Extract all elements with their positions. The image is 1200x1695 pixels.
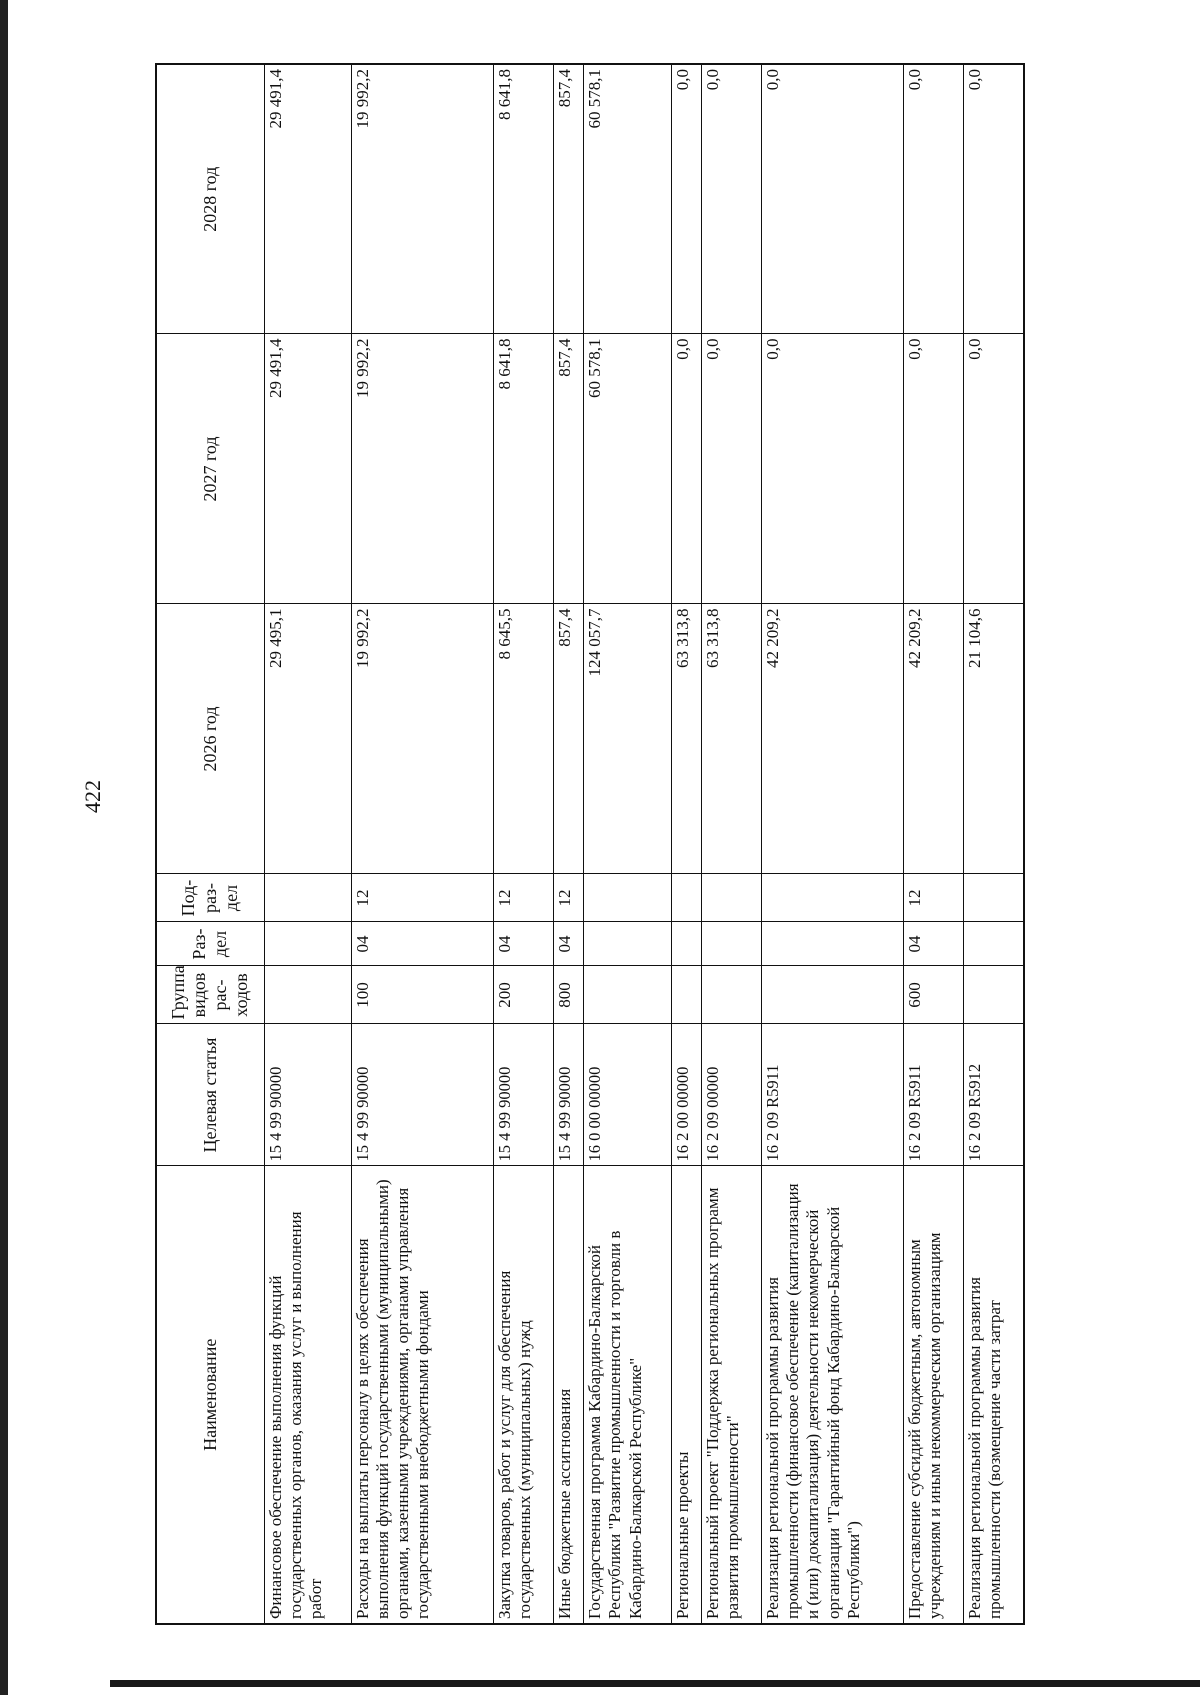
cell-target: 16 0 00 00000: [584, 1024, 671, 1166]
cell-group: 200: [493, 966, 553, 1024]
cell-subsection: [964, 874, 1024, 922]
rotated-table-container: [155, 65, 1025, 1625]
cell-2027: 0,0: [762, 334, 904, 604]
cell-group: [671, 966, 702, 1024]
header-row: [156, 64, 264, 1624]
cell-group: 100: [351, 966, 493, 1024]
cell-2028: 0,0: [671, 64, 702, 334]
cell-target: 16 2 09 R5911: [904, 1024, 964, 1166]
table-row: [671, 64, 702, 1624]
cell-section: [702, 922, 762, 966]
cell-2027: 8 641,8: [493, 334, 553, 604]
cell-2028: 0,0: [762, 64, 904, 334]
cell-name: Государственная программа Кабардино-Балкарской Республики "Развитие промышленности и торговли в Кабардино-Балкарской Республике": [584, 1166, 671, 1624]
cell-subsection: [584, 874, 671, 922]
cell-section: [964, 922, 1024, 966]
table-row: [904, 64, 964, 1624]
header-name: Наименование: [156, 1166, 264, 1624]
cell-section: 04: [553, 922, 584, 966]
scan-edge-bottom: [110, 1680, 1200, 1687]
cell-2026: 29 495,1: [264, 604, 351, 874]
cell-section: [762, 922, 904, 966]
cell-name: Региональные проекты: [671, 1166, 702, 1624]
cell-2026: 63 313,8: [671, 604, 702, 874]
cell-target: 15 4 99 90000: [493, 1024, 553, 1166]
table-row: [702, 64, 762, 1624]
cell-section: 04: [351, 922, 493, 966]
cell-name: Реализация региональной программы развития промышленности (финансовое обеспечение (капитализация и (или) докапитализация) деятельности некоммерческой организации "Гарантийный фонд Кабардино-Балкарской Республики"): [762, 1166, 904, 1624]
cell-target: 16 2 00 00000: [671, 1024, 702, 1166]
cell-target: 15 4 99 90000: [264, 1024, 351, 1166]
cell-section: [264, 922, 351, 966]
cell-2028: 0,0: [904, 64, 964, 334]
cell-2028: 19 992,2: [351, 64, 493, 334]
cell-2028: 0,0: [702, 64, 762, 334]
cell-2027: 0,0: [964, 334, 1024, 604]
cell-2028: 857,4: [553, 64, 584, 334]
cell-group: [762, 966, 904, 1024]
cell-group: 800: [553, 966, 584, 1024]
cell-subsection: [671, 874, 702, 922]
cell-section: 04: [904, 922, 964, 966]
cell-section: 04: [493, 922, 553, 966]
cell-section: [584, 922, 671, 966]
cell-2028: 0,0: [964, 64, 1024, 334]
cell-2026: 19 992,2: [351, 604, 493, 874]
cell-group: [964, 966, 1024, 1024]
cell-2028: 60 578,1: [584, 64, 671, 334]
budget-table: [155, 63, 1025, 1625]
cell-target: 16 2 09 R5911: [762, 1024, 904, 1166]
cell-subsection: [762, 874, 904, 922]
cell-2027: 0,0: [702, 334, 762, 604]
cell-name: Реализация региональной программы развития промышленности (возмещение части затрат: [964, 1166, 1024, 1624]
cell-subsection: [264, 874, 351, 922]
cell-2026: 42 209,2: [904, 604, 964, 874]
cell-2026: 42 209,2: [762, 604, 904, 874]
cell-target: 15 4 99 90000: [553, 1024, 584, 1166]
cell-group: [264, 966, 351, 1024]
cell-2026: 8 645,5: [493, 604, 553, 874]
table-row: [584, 64, 671, 1624]
header-section: Раз-дел: [156, 922, 264, 966]
header-target: Целевая статья: [156, 1024, 264, 1166]
cell-2026: 857,4: [553, 604, 584, 874]
header-subsection: Под-раз-дел: [156, 874, 264, 922]
cell-2027: 19 992,2: [351, 334, 493, 604]
cell-group: 600: [904, 966, 964, 1024]
table-row: [493, 64, 553, 1624]
cell-2026: 124 057,7: [584, 604, 671, 874]
cell-2028: 29 491,4: [264, 64, 351, 334]
cell-2026: 63 313,8: [702, 604, 762, 874]
page-number: 422: [80, 780, 105, 813]
scan-edge-left: [0, 0, 8, 1695]
cell-2027: 857,4: [553, 334, 584, 604]
table-row: [964, 64, 1024, 1624]
cell-name: Иные бюджетные ассигнования: [553, 1166, 584, 1624]
header-2026: 2026 год: [156, 604, 264, 874]
cell-target: 16 2 09 00000: [702, 1024, 762, 1166]
cell-2027: 29 491,4: [264, 334, 351, 604]
cell-section: [671, 922, 702, 966]
table-row: [762, 64, 904, 1624]
cell-target: 16 2 09 R5912: [964, 1024, 1024, 1166]
cell-subsection: 12: [351, 874, 493, 922]
cell-name: Предоставление субсидий бюджетным, автономным учреждениям и иным некоммерческим организациям: [904, 1166, 964, 1624]
cell-target: 15 4 99 90000: [351, 1024, 493, 1166]
cell-name: Финансовое обеспечение выполнения функций государственных органов, оказания услуг и выполнения работ: [264, 1166, 351, 1624]
cell-subsection: 12: [904, 874, 964, 922]
cell-subsection: 12: [493, 874, 553, 922]
cell-2027: 0,0: [671, 334, 702, 604]
cell-group: [702, 966, 762, 1024]
cell-group: [584, 966, 671, 1024]
table-row: [553, 64, 584, 1624]
header-2028: 2028 год: [156, 64, 264, 334]
cell-2026: 21 104,6: [964, 604, 1024, 874]
header-2027: 2027 год: [156, 334, 264, 604]
cell-name: Региональный проект "Поддержка региональных программ развития промышленности": [702, 1166, 762, 1624]
cell-name: Закупка товаров, работ и услуг для обеспечения государственных (муниципальных) нужд: [493, 1166, 553, 1624]
cell-subsection: [702, 874, 762, 922]
table-row: [351, 64, 493, 1624]
cell-subsection: 12: [553, 874, 584, 922]
cell-2027: 60 578,1: [584, 334, 671, 604]
table-row: [264, 64, 351, 1624]
cell-2027: 0,0: [904, 334, 964, 604]
header-group: Группа видов рас-ходов: [156, 966, 264, 1024]
cell-2028: 8 641,8: [493, 64, 553, 334]
cell-name: Расходы на выплаты персоналу в целях обеспечения выполнения функций государственными (муниципальными) органами, казенными учреждениями, органами управления государственными внебюджетными фондами: [351, 1166, 493, 1624]
